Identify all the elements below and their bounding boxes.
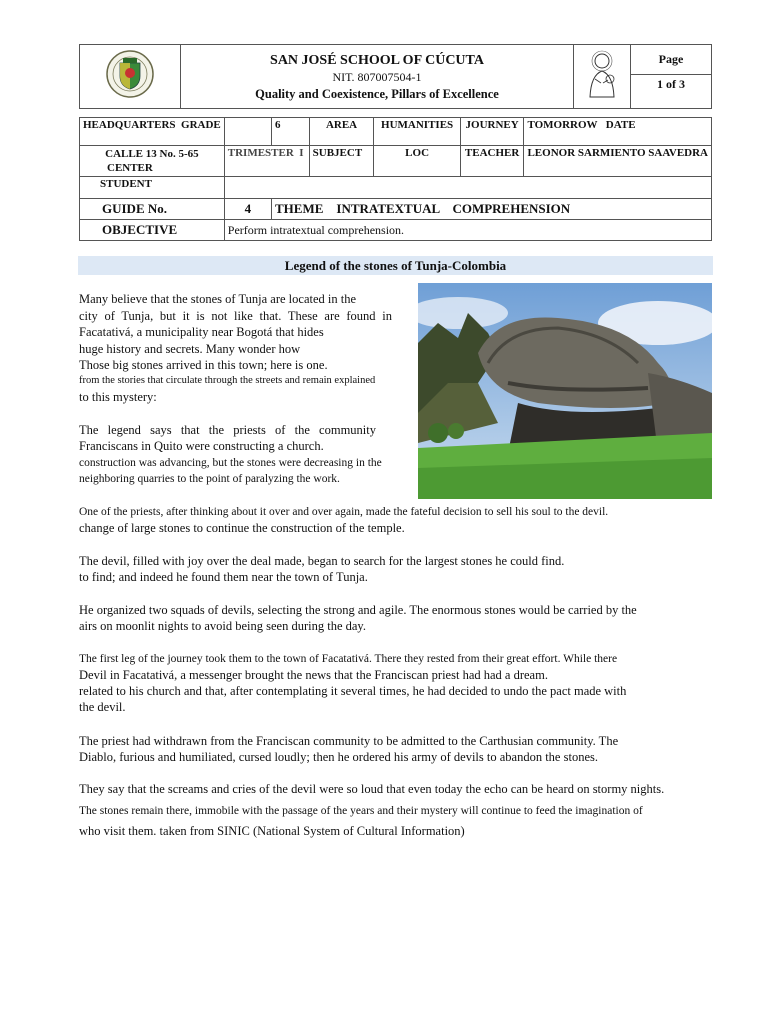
- saint-figure-icon: [581, 49, 623, 99]
- date-label: DATE: [605, 119, 636, 131]
- theme-cell: [271, 199, 711, 220]
- legend-title: Legend of the stones of Tunja-Colombia: [78, 256, 713, 275]
- text-line-26: who visit them. taken from SINIC (National System of Cultural Information): [79, 824, 465, 838]
- student-label: STUDENT: [80, 177, 225, 199]
- header-table: [79, 44, 712, 109]
- school-crest-icon: [105, 49, 155, 99]
- trimester-cell: [224, 146, 309, 177]
- objective-value: Perform intratextual comprehension.: [224, 220, 711, 241]
- area-value: HUMANITIES: [374, 118, 460, 146]
- text-line-16: He organized two squads of devils, selecting the strong and agile. The enormous stones would be carried by the: [79, 603, 637, 617]
- text-line-21: the devil.: [79, 700, 126, 714]
- teacher-label: TEACHER: [460, 146, 524, 177]
- text-line-6: from the stories that circulate through the streets and remain explained: [79, 375, 376, 386]
- journey-cell: [524, 118, 712, 146]
- school-name: SAN JOSÉ SCHOOL OF CÚCUTA: [270, 53, 484, 68]
- text-line-5: Those big stones arrived in this town; here is one.: [79, 358, 328, 372]
- text-line-18: The first leg of the journey took them to the town of Facatativá. There they rested from their great effort. While there: [79, 653, 618, 665]
- headquarters-label: [80, 118, 225, 146]
- subject-label: SUBJECT: [309, 146, 374, 177]
- text-line-22: The priest had withdrawn from the Franciscan community to be admitted to the Carthusian community. The: [79, 734, 619, 748]
- guide-label: GUIDE No.: [80, 199, 225, 220]
- text-line-17: airs on moonlit nights to avoid being seen during the day.: [79, 619, 366, 633]
- text-line-23: Diablo, furious and humiliated, cursed loudly; then he ordered his army of devils to abandon the stones.: [79, 750, 598, 764]
- grade-value: 6: [271, 118, 309, 146]
- journey-value: TOMORROW: [527, 119, 598, 131]
- text-line-13: change of large stones to continue the construction of the temple.: [79, 521, 405, 535]
- text-line-9: Franciscans in Quito were constructing a church.: [79, 439, 324, 453]
- text-line-20: related to his church and that, after contemplating it several times, he had decided to undo the pact made with: [79, 684, 627, 698]
- school-title-cell: [181, 45, 574, 109]
- saint-illustration-cell: [574, 45, 631, 109]
- objective-label: OBJECTIVE: [80, 220, 225, 241]
- school-nit: NIT. 807007504-1: [332, 70, 422, 84]
- text-line-1: Many believe that the stones of Tunja are located in the: [79, 292, 357, 306]
- page-label: Page: [631, 48, 711, 75]
- page-value: 1 of 3: [657, 77, 685, 91]
- text-line-4: huge history and secrets. Many wonder how: [79, 342, 301, 356]
- text-line-24: They say that the screams and cries of the devil were so loud that even today the echo can be heard on stormy nights.: [79, 782, 665, 796]
- text-line-10: construction was advancing, but the stones were decreasing in the: [79, 457, 382, 469]
- address-value: CALLE 13 No. 5-65: [105, 148, 199, 160]
- text-line-7: to this mystery:: [79, 390, 157, 404]
- theme-label: THEME: [274, 201, 324, 216]
- text-line-2: city of Tunja, but it is not like that. These are found in: [79, 309, 392, 323]
- school-logo-cell: [80, 45, 181, 109]
- address-cell: [80, 146, 225, 177]
- theme-value: INTRATEXTUAL COMPREHENSION: [336, 201, 571, 216]
- trimester-label: TRIMESTER: [227, 147, 294, 159]
- text-line-15: to find; and indeed he found them near the town of Tunja.: [79, 570, 368, 584]
- guide-value: 4: [224, 199, 271, 220]
- school-motto: Quality and Coexistence, Pillars of Excellence: [255, 87, 499, 101]
- student-value: [224, 177, 711, 199]
- subject-value: LOC: [374, 146, 460, 177]
- grade-value-cell: [224, 118, 271, 146]
- headquarters-label-text: HEADQUARTERS: [83, 119, 176, 131]
- stones-photo: [418, 283, 712, 499]
- center-value: CENTER: [107, 162, 153, 174]
- journey-label: JOURNEY: [460, 118, 524, 146]
- page-cell: [631, 45, 712, 109]
- trimester-value: I: [299, 147, 304, 159]
- info-table: [79, 117, 712, 241]
- text-line-19: Devil in Facatativá, a messenger brought the news that the Franciscan priest had had a dream.: [79, 668, 548, 682]
- area-label: AREA: [309, 118, 374, 146]
- text-line-11: neighboring quarries to the point of paralyzing the work.: [79, 473, 340, 485]
- grade-label: GRADE: [181, 119, 221, 131]
- text-line-12: One of the priests, after thinking about it over and over again, made the fateful decision to sell his soul to the devil.: [79, 506, 609, 518]
- text-line-8: The legend says that the priests of the community: [79, 423, 376, 437]
- text-line-3: Facatativá, a municipality near Bogotá that hides: [79, 325, 324, 339]
- teacher-value: LEONOR SARMIENTO SAAVEDRA: [524, 146, 712, 177]
- text-line-14: The devil, filled with joy over the deal made, began to search for the largest stones he could find.: [79, 554, 565, 568]
- text-line-25: The stones remain there, immobile with the passage of the years and their mystery will continue to feed the imagination of: [79, 805, 643, 817]
